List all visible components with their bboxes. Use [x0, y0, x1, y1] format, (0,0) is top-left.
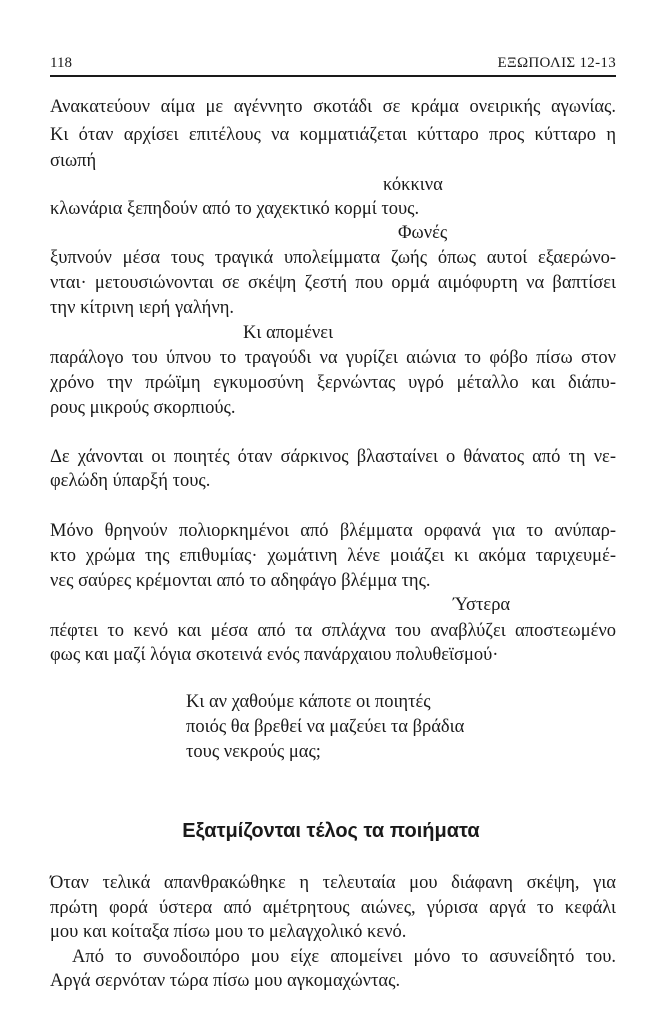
text-line: Φωνές — [398, 223, 448, 243]
text-line: φελώδη ύπαρξή τους. — [50, 471, 211, 491]
text-line: Δε χάνονται οι ποιητές όταν σάρκινος βλασταίνει ο θάνατος από τη νε- — [50, 447, 616, 467]
text-line: κτο χρώμα της επιθυμίας· χωμάτινη λένε μοιάζει κι ακόμα ταριχευμέ- — [50, 546, 616, 566]
text-line: μου και κοίταξα πίσω μου το μελαγχολικό κενό. — [50, 922, 407, 942]
text-line: παράλογο του ύπνου το τραγούδι να γυρίζει αιώνια το φόβο πίσω στον — [50, 348, 616, 368]
poem-line: Κι αν χαθούμε κάποτε οι ποιητές — [186, 692, 431, 712]
running-header — [50, 53, 616, 77]
text-line: κλωνάρια ξεπηδούν από το χαχεκτικό κορμί τους. — [50, 199, 420, 219]
journal-title: ΕΞΩΠΟΛΙΣ 12-13 — [497, 55, 616, 71]
text-line: νες σαύρες κρέμονται από το αδηφάγο βλέμμα της. — [50, 571, 431, 591]
text-line: Ύστερα — [453, 595, 511, 615]
text-line: νται· μετουσιώνονται σε σκέψη ζεστή που ορμά αιμόφυρτη να βαπτίσει — [50, 273, 616, 293]
text-line: Ανακατεύουν αίμα με αγέννητο σκοτάδι σε κράμα ονειρικής αγωνίας. — [50, 97, 616, 117]
poem-line: τους νεκρούς μας; — [186, 742, 321, 762]
text-line: ρους μικρούς σκορπιούς. — [50, 398, 236, 418]
text-line: Κι όταν αρχίσει επιτέλους να κομματιάζεται κύτταρο προς κύτταρο η — [50, 125, 616, 145]
text-line: Αργά σερνόταν τώρα πίσω μου αγκομαχώντας. — [50, 971, 401, 991]
text-line: σιωπή — [50, 151, 97, 171]
text-line: πέφτει το κενό και μέσα από τα σπλάχνα του αναβλύζει αποστεωμένο — [50, 621, 616, 641]
text-line: πρώτη φορά ύστερα από αμέτρητους αιώνες, γύρισα αργά το κεφάλι — [50, 898, 616, 918]
poem-line: ποιός θα βρεθεί να μαζεύει τα βράδια — [186, 717, 465, 737]
text-line: φως και μαζί λόγια σκοτεινά ενός πανάρχαιου πολυθεϊσμού· — [50, 645, 499, 665]
text-line: την κίτρινη ιερή γαλήνη. — [50, 298, 234, 318]
text-line: χρόνο την πρώϊμη εγκυμοσύνη ξερνώντας υγρό μέταλλο και διάπυ- — [50, 373, 616, 393]
section-title: Εξατμίζονται τέλος τα ποιήματα — [182, 820, 480, 842]
text-line: κόκκινα — [383, 175, 443, 195]
text-line: ξυπνούν μέσα τους τραγικά υπολείμματα ζωής όπως αυτοί εξαερώνο- — [50, 248, 616, 268]
text-line: Από το συνοδοιπόρο μου είχε απομείνει μόνο το ασυνείδητό του. — [72, 947, 616, 967]
text-line: Κι απομένει — [243, 323, 334, 343]
text-line: Μόνο θρηνούν πολιορκημένοι από βλέμματα ορφανά για το ανύπαρ- — [50, 521, 616, 541]
text-line: Όταν τελικά απανθρακώθηκε η τελευταία μου διάφανη σκέψη, για — [50, 873, 616, 893]
page-number: 118 — [50, 55, 72, 71]
